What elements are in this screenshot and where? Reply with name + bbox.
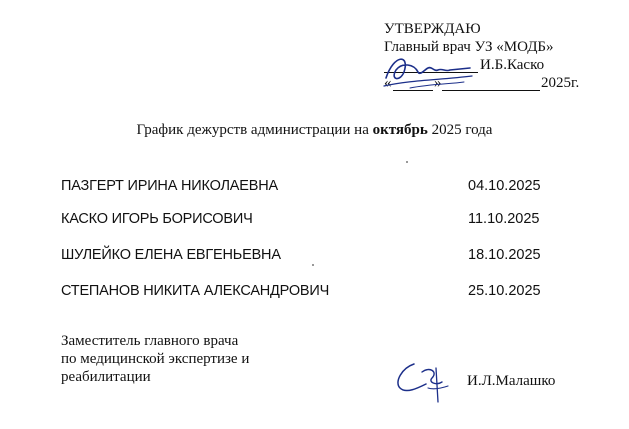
approval-heading: УТВЕРЖДАЮ (384, 21, 481, 37)
duty-name: ПАЗГЕРТ ИРИНА НИКОЛАЕВНА (61, 178, 278, 194)
title-month: октябрь (372, 122, 428, 138)
approval-position: Главный врач УЗ «МОДБ» (384, 39, 554, 55)
duty-name: ШУЛЕЙКО ЕЛЕНА ЕВГЕНЬЕВНА (61, 247, 281, 263)
duty-date: 04.10.2025 (468, 178, 541, 194)
duty-date: 18.10.2025 (468, 247, 541, 263)
scan-speck (312, 264, 314, 266)
scan-speck (406, 161, 408, 163)
duty-name: СТЕПАНОВ НИКИТА АЛЕКСАНДРОВИЧ (61, 283, 330, 299)
quote-close: » (434, 75, 442, 91)
deputy-signer: И.Л.Малашко (467, 373, 556, 389)
schedule-title (0, 122, 629, 139)
deputy-line-2: по медицинской экспертизе и (61, 351, 250, 367)
approval-signer: И.Б.Каско (480, 57, 545, 73)
duty-name: КАСКО ИГОРЬ БОРИСОВИЧ (61, 211, 253, 227)
quote-open: « (384, 75, 392, 91)
deputy-signature (392, 358, 462, 408)
deputy-title (61, 332, 321, 386)
duty-date: 11.10.2025 (468, 211, 540, 227)
duty-date: 25.10.2025 (468, 283, 541, 299)
deputy-line-1: Заместитель главного врача (61, 333, 239, 349)
approval-year: 2025г. (541, 75, 580, 91)
deputy-line-3: реабилитации (61, 369, 151, 385)
head-doctor-signature (380, 50, 476, 92)
title-prefix: График дежурств администрации на (136, 122, 369, 138)
title-suffix: 2025 года (431, 122, 493, 138)
